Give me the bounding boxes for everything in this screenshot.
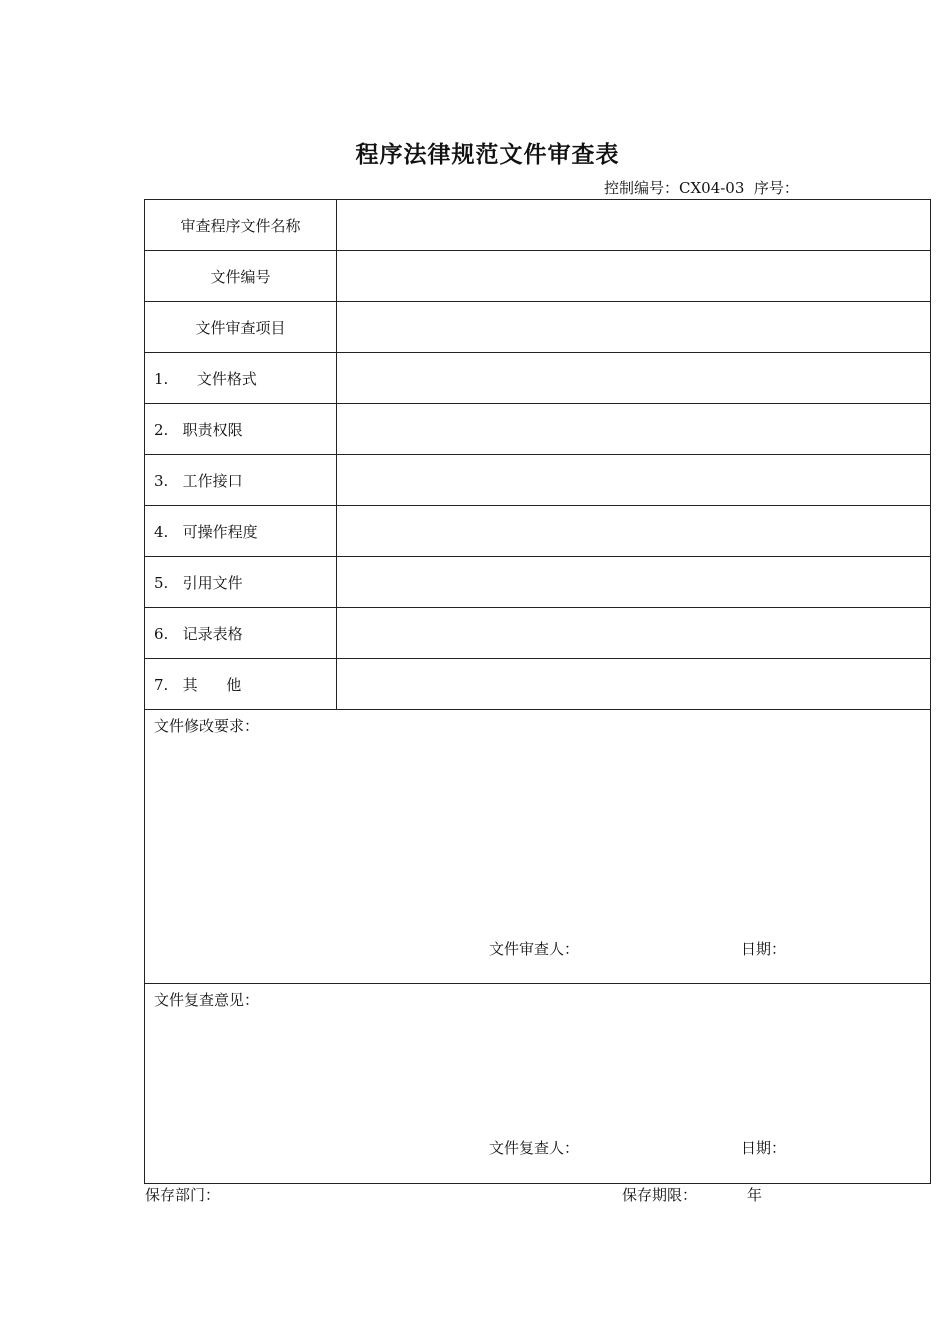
value-item-interface[interactable] (337, 455, 931, 506)
recheck-title: 文件复查意见： (154, 991, 260, 1009)
review-form-table (144, 199, 931, 1184)
value-item-operability[interactable] (337, 506, 931, 557)
storage-period-label: 保存期限： (622, 1186, 698, 1204)
label-item-operability: 4. 可操作程度 (145, 506, 337, 557)
table-row (145, 404, 931, 455)
value-item-other[interactable] (337, 659, 931, 710)
value-doc-number[interactable] (337, 251, 931, 302)
table-row (145, 659, 931, 710)
storage-year-label: 年 (747, 1186, 763, 1204)
value-doc-name[interactable] (337, 200, 931, 251)
table-row (145, 608, 931, 659)
table-row (145, 506, 931, 557)
label-item-interface: 3. 工作接口 (145, 455, 337, 506)
label-item-records: 6. 记录表格 (145, 608, 337, 659)
label-doc-name: 审查程序文件名称 (145, 200, 337, 251)
label-item-other: 7. 其 他 (145, 659, 337, 710)
table-row (145, 455, 931, 506)
table-row (145, 302, 931, 353)
label-item-format: 1. 文件格式 (145, 353, 337, 404)
value-item-format[interactable] (337, 353, 931, 404)
recheck-date-label: 日期： (741, 1139, 787, 1157)
table-row (145, 251, 931, 302)
value-review-items[interactable] (337, 302, 931, 353)
label-item-references: 5. 引用文件 (145, 557, 337, 608)
reviewer-label: 文件审查人： (489, 940, 580, 958)
table-row (145, 557, 931, 608)
value-item-references[interactable] (337, 557, 931, 608)
rechecker-label: 文件复查人： (489, 1139, 580, 1157)
control-number: 控制编号：CX04-03 序号： (604, 179, 799, 197)
storage-department-label: 保存部门： (145, 1186, 221, 1204)
table-row (145, 200, 931, 251)
value-item-records[interactable] (337, 608, 931, 659)
value-item-responsibility[interactable] (337, 404, 931, 455)
review-date-label: 日期： (741, 940, 787, 958)
label-review-items: 文件审查项目 (145, 302, 337, 353)
recheck-row (145, 984, 931, 1184)
label-doc-number: 文件编号 (145, 251, 337, 302)
form-title: 程序法律规范文件审查表 (355, 141, 620, 168)
modification-row (145, 710, 931, 984)
label-item-responsibility: 2. 职责权限 (145, 404, 337, 455)
recheck-block[interactable] (145, 984, 931, 1184)
modification-title: 文件修改要求： (154, 717, 260, 735)
modification-block[interactable] (145, 710, 931, 984)
table-row (145, 353, 931, 404)
